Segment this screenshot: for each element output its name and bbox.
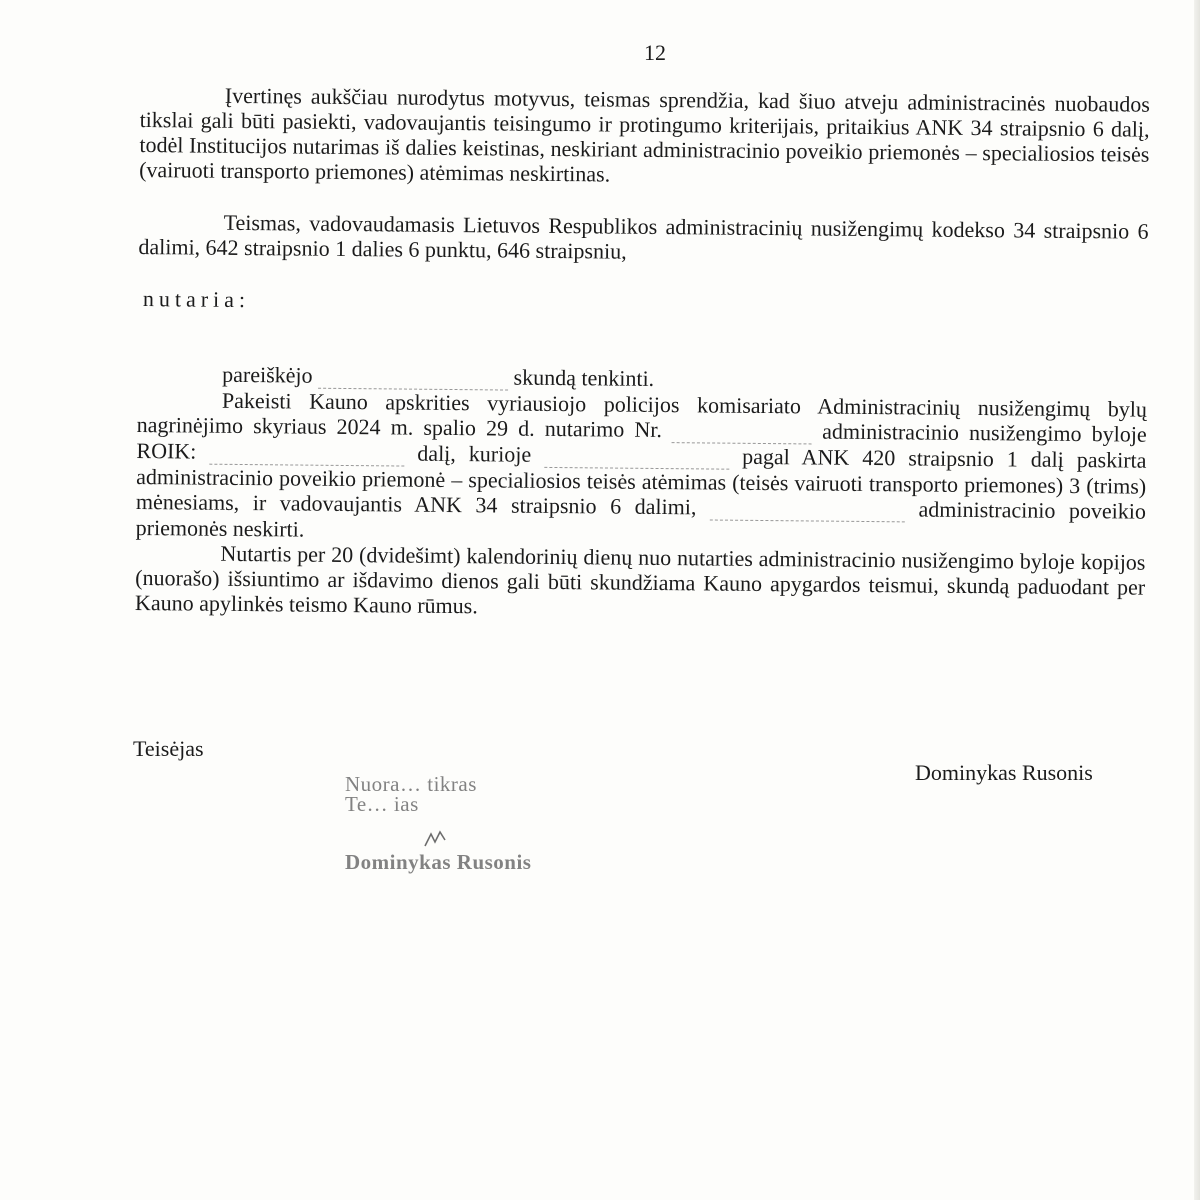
decision-amend-ruling — [136, 387, 1147, 550]
decision2-part2: administracinio nusižengimo byloje ROIK: — [136, 418, 1147, 464]
decision1-suffix: skundą tenkinti. — [513, 364, 655, 391]
decision2-part3: dalį, kurioje — [417, 440, 532, 467]
document-body — [135, 82, 1150, 625]
paragraph-appeal-procedure: Nutartis per 20 (dvidešimt) kalendorinių dienų nuo nutarties administracinio nusižengimo byloje kopijos (nuorašo) išsiuntimo ar išdavimo dienos gali būti skundžiama Kauno apygardos teismui, skundą paduodant per Kauno apylinkės teismo Kauno rūmus. — [134, 540, 1146, 619]
judge-title: Teisėjas — [133, 736, 204, 761]
decision2-part4: pagal ANK 420 straipsnio 1 dalį paskirta administracinio poveikio priemonė – specialiosios teisės atėmimas (teisės vairuoti transporto priemones) 3 (trims) mėnesiams, ir vadovaujantis ANK 34 straipsnio 6 dalimi, — [135, 443, 1147, 520]
redacted-case-number — [209, 439, 404, 467]
stamp-judge-name: Dominykas Rusonis — [345, 850, 532, 874]
paragraph-motives: Įvertinęs aukščiau nurodytus motyvus, teismas sprendžia, kad šiuo atveju administracinės nuobaudos tikslai gali būti pasiekti, vadovaujantis teisingumo ir protingumo kriterijais, pritaikius ANK 34 straipsnio 6 dalį, todėl Institucijos nutarimas iš dalies keistinas, neskiriant administracinio poveikio priemonės – specialiosios teisės (vairuoti transporto priemones) atėmimas neskirtinas. — [139, 82, 1150, 187]
redacted-ruling-number — [672, 417, 812, 444]
certified-copy-stamp — [345, 770, 605, 890]
decision1-prefix: pareiškėjo — [222, 361, 313, 388]
page-number: 12 — [644, 40, 666, 65]
stamp-line-certified: Nuora… tikras — [345, 772, 477, 796]
decision2-part1: Pakeisti Kauno apskrities vyriausiojo policijos komisariato Administracinių nusižengimų bylų nagrinėjimo skyriaus 2024 m. spalio 29 d. nutarimo Nr. — [136, 387, 1148, 443]
redacted-applicant-name — [318, 363, 508, 391]
redacted-person-name — [544, 442, 729, 470]
signature-mark — [423, 830, 449, 850]
paragraph-legal-basis: Teismas, vadovaudamasis Lietuvos Respublikos administracinių nusižengimų kodekso 34 straipsnio 6 dalimi, 642 straipsnio 1 dalies 6 punktu, 646 straipsniu, — [138, 209, 1149, 264]
decision2-part5: administracinio poveikio priemonės neskirti. — [135, 496, 1147, 542]
stamp-line-judge: Te… ias — [345, 792, 419, 816]
ruling-heading: nutaria: — [142, 286, 251, 313]
judge-name: Dominykas Rusonis — [915, 760, 1093, 785]
scan-edge-shadow — [1194, 0, 1200, 1200]
redacted-person-name-2 — [710, 494, 905, 522]
